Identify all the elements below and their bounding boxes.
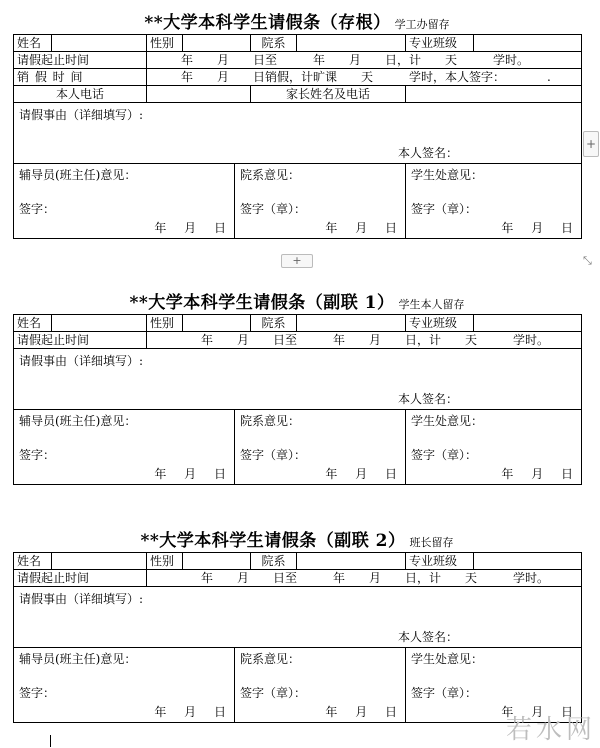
resize-corner-icon[interactable]: ⤡ [583, 254, 592, 267]
phone-label: 本人电话 [14, 86, 147, 103]
table-row [14, 103, 582, 164]
add-column-button[interactable]: + [583, 131, 599, 157]
table-row [14, 52, 582, 69]
table-row [14, 570, 582, 587]
form-title-note: 学工办留存 [394, 18, 450, 31]
leave-period-label: 请假起止时间 [14, 570, 147, 587]
counselor-sign-label: 签字： [19, 686, 56, 700]
department-field[interactable] [297, 315, 406, 332]
major-class-label: 专业班级 [406, 315, 474, 332]
leave-period-label: 请假起止时间 [14, 332, 147, 349]
self-signature-label: 本人签名： [398, 630, 459, 644]
table-row [14, 410, 582, 485]
phone-field[interactable] [147, 86, 251, 103]
form-title-row [13, 288, 581, 312]
major-class-field[interactable] [474, 35, 582, 52]
gender-label: 性别 [147, 315, 183, 332]
department-sign-label: 签字（章）： [240, 202, 307, 216]
student-affairs-date: 年 月 日 [501, 467, 574, 481]
gender-field[interactable] [183, 315, 251, 332]
department-opinion-label: 院系意见： [240, 168, 301, 182]
reason-label: 请假事由（详细填写）: [19, 592, 144, 606]
department-opinion-label: 院系意见： [240, 414, 301, 428]
student-affairs-date: 年 月 日 [501, 705, 574, 719]
department-field[interactable] [297, 553, 406, 570]
table-row [14, 35, 582, 52]
counselor-date: 年 月 日 [154, 221, 226, 235]
site-watermark: 若水网 [505, 715, 596, 745]
student-affairs-date: 年 月 日 [501, 221, 574, 235]
table-row [14, 315, 582, 332]
leave-form-table [13, 314, 582, 485]
table-row [14, 86, 582, 103]
student-affairs-sign-label: 签字（章）： [411, 686, 478, 700]
department-label: 院系 [251, 35, 297, 52]
counselor-opinion-cell[interactable] [14, 410, 235, 485]
department-sign-label: 签字（章）： [240, 686, 307, 700]
parent-contact-label: 家长姓名及电话 [251, 86, 406, 103]
form-title-note: 班长留存 [409, 536, 454, 549]
name-field[interactable] [52, 35, 147, 52]
major-class-field[interactable] [474, 315, 582, 332]
text-cursor [50, 735, 51, 747]
form-title: **大学本科学生请假条（存根） [144, 13, 391, 33]
gender-field[interactable] [183, 35, 251, 52]
counselor-sign-label: 签字： [19, 448, 56, 462]
department-opinion-cell[interactable] [235, 164, 406, 239]
student-affairs-opinion-label: 学生处意见： [411, 652, 484, 666]
leave-period-field[interactable]: 年 月 日至 年 月 日，计 天 学时。 [147, 332, 582, 349]
leave-period-label: 请假起止时间 [14, 52, 147, 69]
self-signature-label: 本人签名： [398, 392, 459, 406]
major-class-field[interactable] [474, 553, 582, 570]
counselor-opinion-label: 辅导员(班主任)意见： [19, 168, 137, 182]
cancel-leave-field[interactable]: 年 月 日销假，计旷课 天 学时，本人签字： . [147, 69, 582, 86]
counselor-opinion-label: 辅导员(班主任)意见： [19, 414, 137, 428]
add-row-button[interactable]: + [281, 254, 313, 268]
form-title-note: 学生本人留存 [398, 298, 465, 311]
leave-period-field[interactable]: 年 月 日至 年 月 日，计 天 学时。 [147, 52, 582, 69]
department-field[interactable] [297, 35, 406, 52]
leave-form-table [13, 552, 582, 723]
name-field[interactable] [52, 553, 147, 570]
table-row [14, 648, 582, 723]
table-row [14, 332, 582, 349]
counselor-opinion-cell[interactable] [14, 648, 235, 723]
student-affairs-opinion-cell[interactable] [406, 410, 582, 485]
counselor-date: 年 月 日 [154, 705, 226, 719]
form-title: **大学本科学生请假条（副联 2） [140, 531, 406, 551]
table-row [14, 553, 582, 570]
department-opinion-cell[interactable] [235, 648, 406, 723]
self-signature-label: 本人签名： [398, 146, 459, 160]
student-affairs-opinion-label: 学生处意见： [411, 168, 484, 182]
student-affairs-opinion-cell[interactable] [406, 164, 582, 239]
department-label: 院系 [251, 315, 297, 332]
department-label: 院系 [251, 553, 297, 570]
reason-field[interactable] [14, 103, 582, 164]
department-date: 年 月 日 [325, 705, 398, 719]
reason-field[interactable] [14, 587, 582, 648]
department-date: 年 月 日 [325, 221, 398, 235]
gender-label: 性别 [147, 553, 183, 570]
cancel-leave-label: 销 假 时 间 [14, 69, 147, 86]
table-row [14, 349, 582, 410]
major-class-label: 专业班级 [406, 35, 474, 52]
form-title: **大学本科学生请假条（副联 1） [129, 293, 395, 313]
table-row [14, 164, 582, 239]
name-label: 姓名 [14, 315, 52, 332]
table-row [14, 587, 582, 648]
counselor-date: 年 月 日 [154, 467, 226, 481]
major-class-label: 专业班级 [406, 553, 474, 570]
department-opinion-cell[interactable] [235, 410, 406, 485]
name-field[interactable] [52, 315, 147, 332]
table-row [14, 69, 582, 86]
department-sign-label: 签字（章）： [240, 448, 307, 462]
student-affairs-sign-label: 签字（章）： [411, 448, 478, 462]
student-affairs-opinion-label: 学生处意见： [411, 414, 484, 428]
form-title-row [13, 526, 581, 550]
leave-period-field[interactable]: 年 月 日至 年 月 日，计 天 学时。 [147, 570, 582, 587]
reason-label: 请假事由（详细填写）: [19, 108, 144, 122]
gender-label: 性别 [147, 35, 183, 52]
counselor-opinion-cell[interactable] [14, 164, 235, 239]
parent-contact-field[interactable] [406, 86, 582, 103]
gender-field[interactable] [183, 553, 251, 570]
department-opinion-label: 院系意见： [240, 652, 301, 666]
counselor-opinion-label: 辅导员(班主任)意见： [19, 652, 137, 666]
name-label: 姓名 [14, 35, 52, 52]
counselor-sign-label: 签字： [19, 202, 56, 216]
form-title-row [13, 8, 581, 32]
name-label: 姓名 [14, 553, 52, 570]
reason-field[interactable] [14, 349, 582, 410]
student-affairs-sign-label: 签字（章）： [411, 202, 478, 216]
department-date: 年 月 日 [325, 467, 398, 481]
reason-label: 请假事由（详细填写）: [19, 354, 144, 368]
leave-form-table [13, 34, 582, 239]
